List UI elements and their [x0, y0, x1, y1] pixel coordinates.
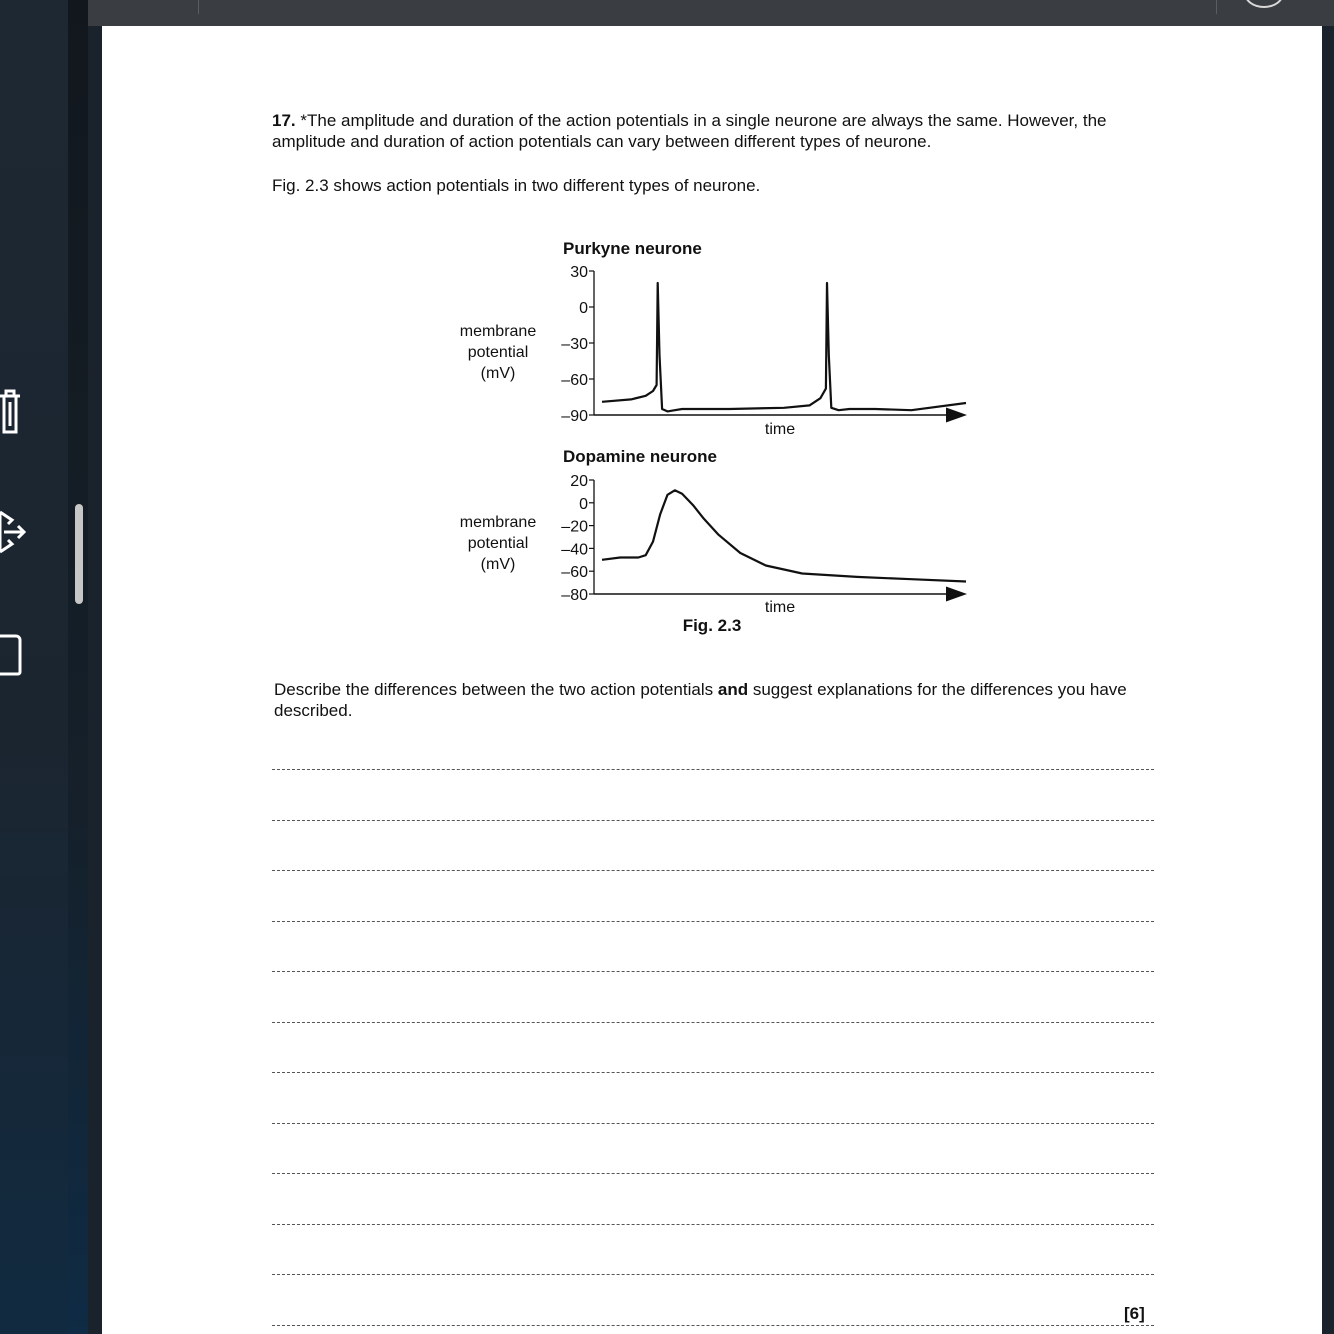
toolbar-separator [1216, 0, 1217, 14]
dopamine-ticks [561, 473, 594, 604]
question-prompt-part2: suggest explanations for the differences you have described. [274, 680, 1127, 720]
purkyne-ytick-label: –60 [561, 372, 588, 389]
dopamine-title: Dopamine neurone [563, 447, 717, 466]
answer-line[interactable] [272, 870, 1154, 871]
answer-line[interactable] [272, 1224, 1154, 1225]
purkyne-ytick-label: –90 [561, 408, 588, 425]
figure-intro: Fig. 2.3 shows action potentials in two different types of neurone. [272, 176, 761, 195]
answer-line[interactable] [272, 1022, 1154, 1023]
purkyne-ytick-label: 0 [579, 300, 588, 317]
answer-line[interactable] [272, 1123, 1154, 1124]
purkyne-ytick-label: 30 [570, 264, 588, 281]
scrollbar-thumb[interactable] [75, 504, 83, 604]
move-icon[interactable] [0, 506, 28, 558]
profile-icon[interactable] [1244, 0, 1284, 8]
question-intro-text: *The amplitude and duration of the action potentials in a single neurone are always the same. However, the amplitude and duration of action potentials can vary between different types of neurone. [272, 111, 1107, 151]
answer-line[interactable] [272, 1072, 1154, 1073]
purkyne-ylabel-line-1: membrane [459, 323, 537, 340]
toolbar-separator [198, 0, 199, 14]
figure-caption: Fig. 2.3 [682, 616, 742, 635]
answer-line[interactable] [272, 921, 1154, 922]
question-prompt-bold: and [717, 680, 749, 699]
figure-2-3 [102, 26, 1322, 666]
purkyne-ylabel-line-3: (mV) [480, 365, 516, 382]
dopamine-ylabel-line-1: membrane [459, 514, 537, 531]
dopamine-ylabel-line-3: (mV) [480, 556, 516, 573]
purkyne-series-line [602, 283, 966, 411]
trash-icon[interactable] [0, 386, 22, 436]
question-prompt-part1: Describe the differences between the two action potentials [274, 680, 714, 699]
dopamine-ytick-label: –40 [561, 541, 588, 559]
left-sidebar [0, 0, 88, 1334]
sidebar-edge [68, 0, 88, 1334]
marks-label: [6] [1124, 1304, 1145, 1323]
purkyne-xlabel: time [764, 421, 796, 438]
crop-icon[interactable] [0, 626, 24, 678]
dopamine-ytick-label: –80 [561, 587, 588, 604]
answer-line[interactable] [272, 769, 1154, 770]
question-number: 17. [272, 111, 296, 130]
answer-line[interactable] [272, 1274, 1154, 1275]
answer-line[interactable] [272, 1325, 1154, 1326]
dopamine-ytick-label: 0 [579, 495, 588, 513]
dopamine-ytick-label: 20 [570, 473, 588, 490]
dopamine-ylabel-line-2: potential [467, 535, 529, 552]
purkyne-title: Purkyne neurone [563, 239, 702, 258]
purkyne-ylabel-line-2: potential [467, 344, 529, 361]
top-toolbar [88, 0, 1334, 26]
answer-line[interactable] [272, 1173, 1154, 1174]
document-page [102, 26, 1322, 1334]
answer-line[interactable] [272, 971, 1154, 972]
question-prompt [274, 679, 1154, 721]
purkyne-ytick-label: –30 [561, 336, 588, 353]
answer-line[interactable] [272, 820, 1154, 821]
dopamine-ytick-label: –20 [561, 518, 588, 536]
dopamine-series-line [602, 490, 966, 581]
dopamine-ytick-label: –60 [561, 564, 588, 582]
dopamine-xlabel: time [764, 599, 796, 616]
purkyne-ticks [561, 264, 594, 425]
